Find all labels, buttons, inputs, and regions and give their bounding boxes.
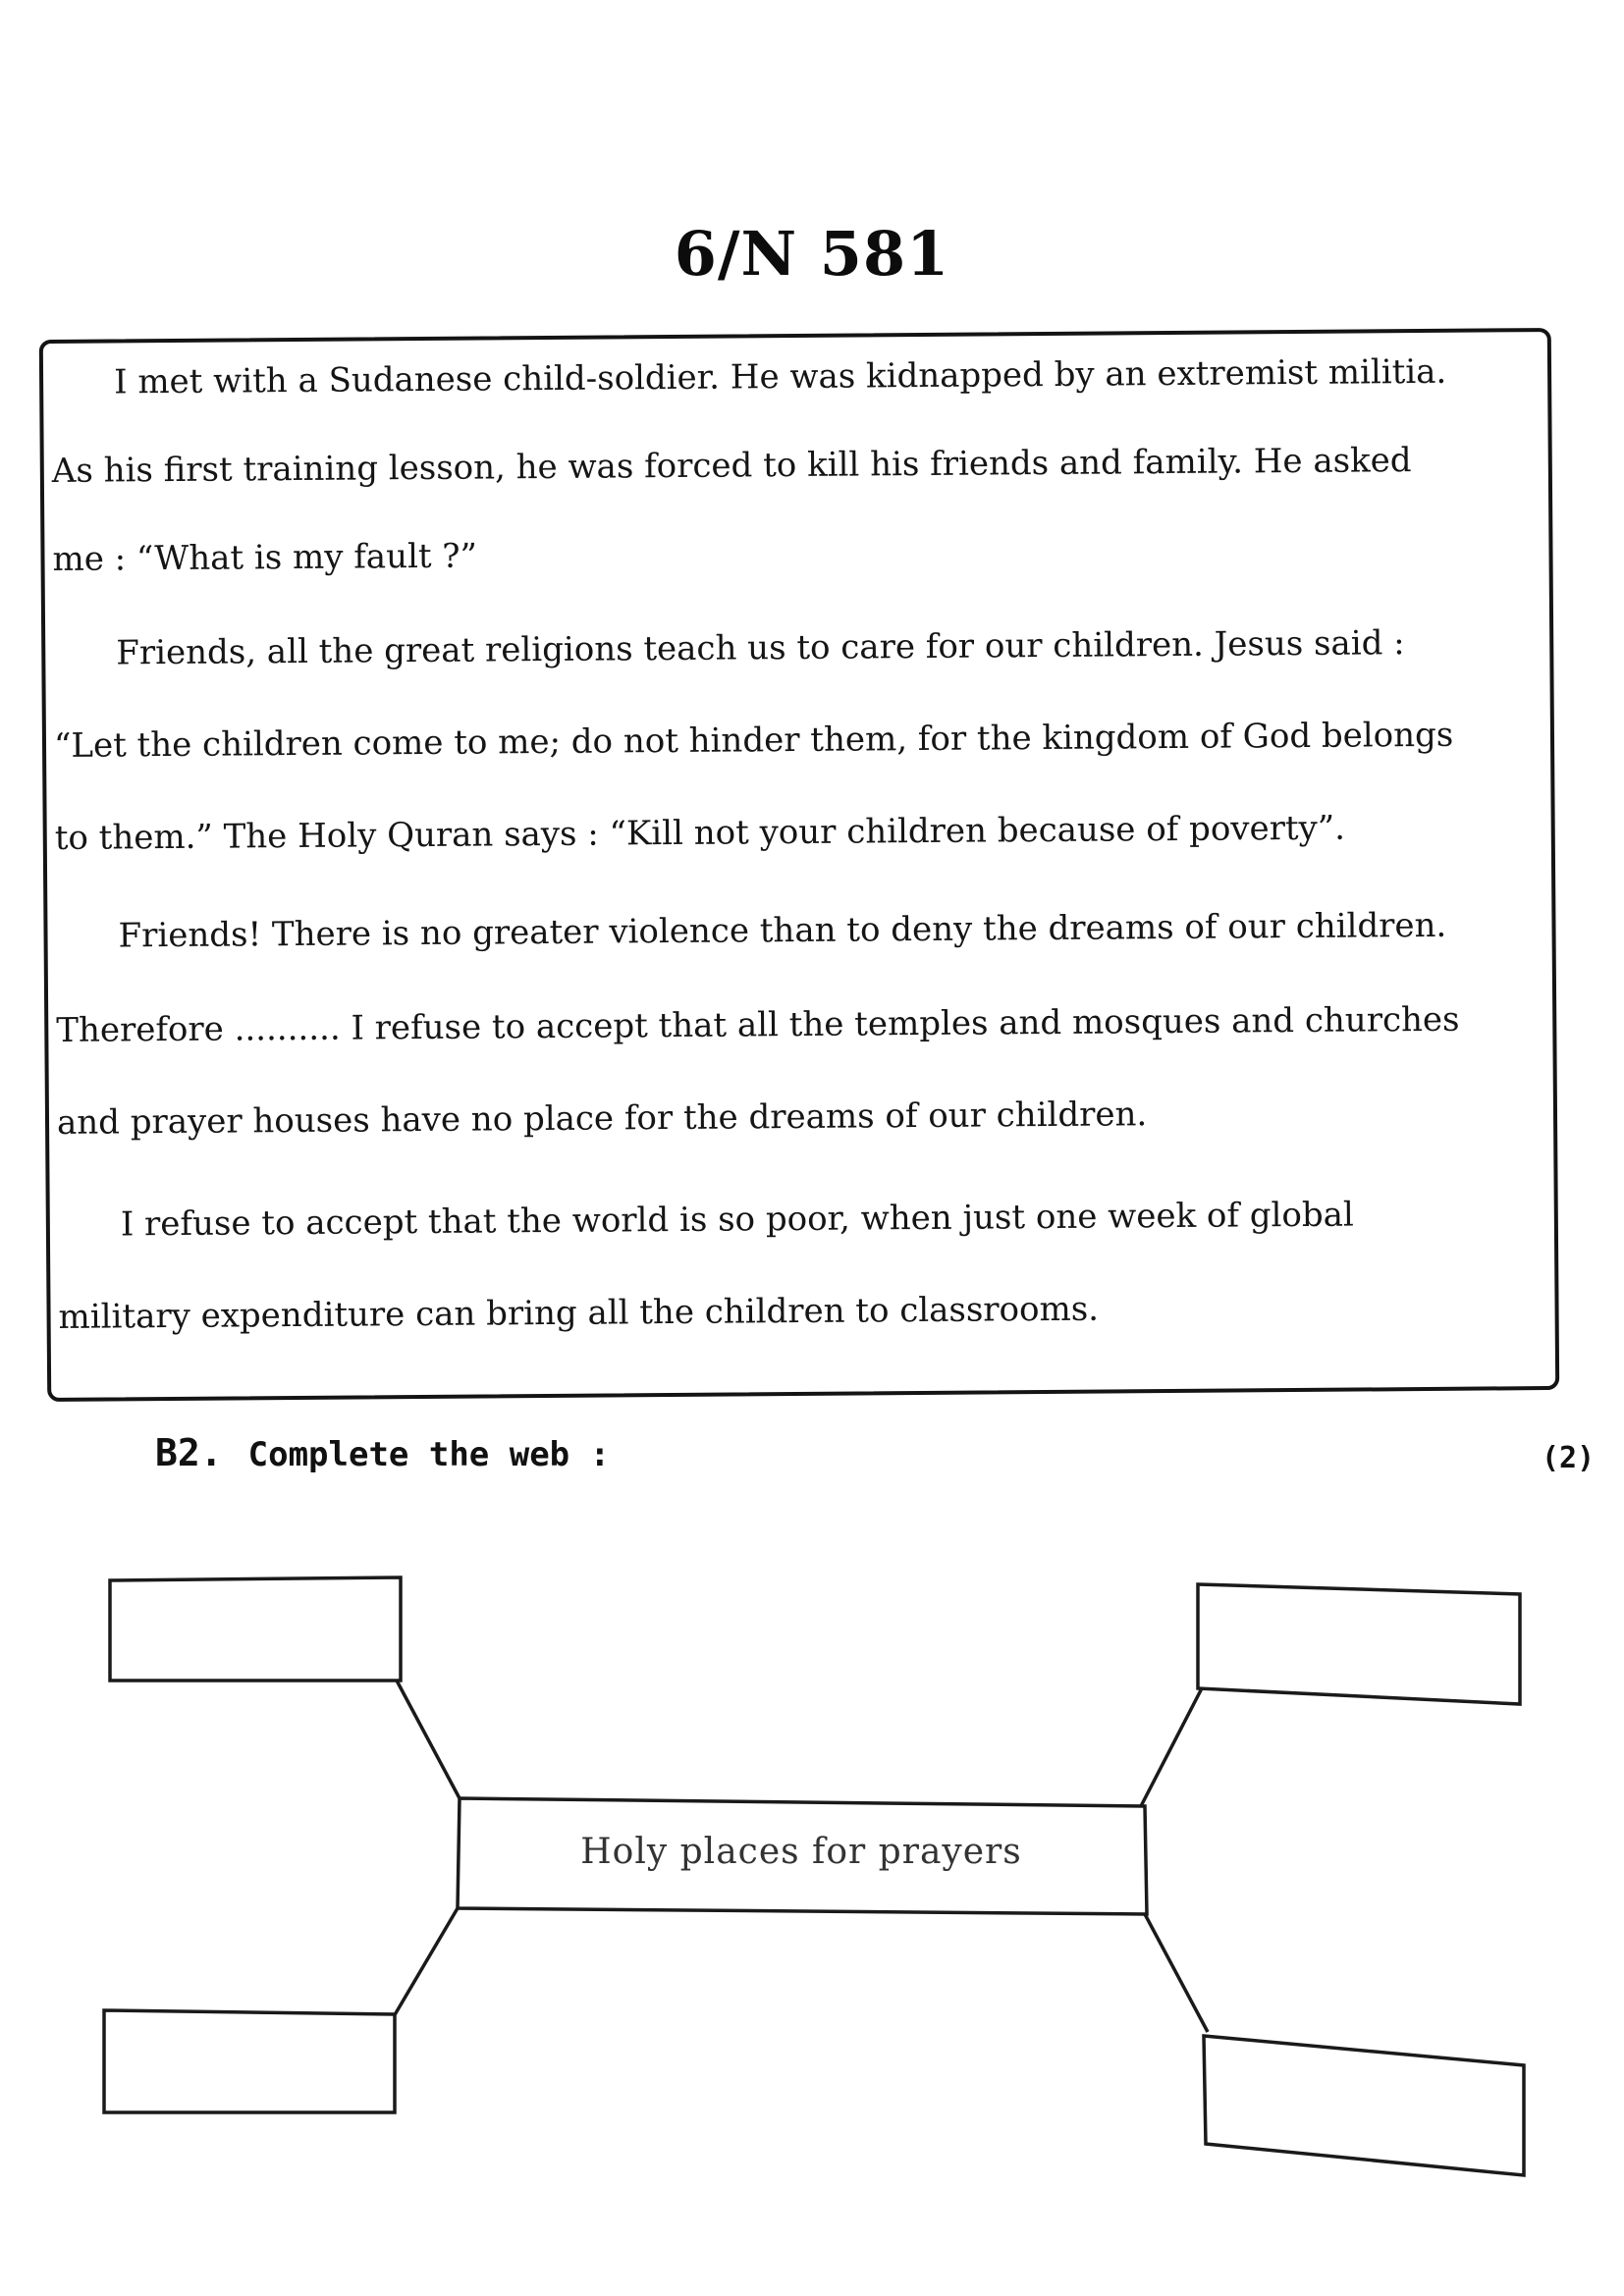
connector-bottom-right (1145, 1914, 1208, 2032)
question-marks: (2) (1542, 1441, 1596, 1475)
passage-line: Friends! There is no greater violence than to deny the dreams of our children. (118, 905, 1447, 956)
passage-line: I met with a Sudanese child-soldier. He was kidnapped by an extremist militia. (113, 351, 1447, 402)
answer-box-top-right[interactable] (1198, 1584, 1520, 1704)
passage-line: me : “What is my fault ?” (52, 536, 478, 579)
center-label: Holy places for prayers (580, 1832, 1022, 1872)
answer-box-bottom-left[interactable] (104, 2010, 395, 2112)
question-number: B2. (155, 1431, 223, 1474)
answer-box-bottom-right[interactable] (1204, 2036, 1524, 2175)
answer-box-top-left[interactable] (110, 1577, 401, 1681)
passage-line: As his first training lesson, he was forced to kill his friends and family. He asked (51, 441, 1412, 491)
passage-line: Therefore .......... I refuse to accept that all the temples and mosques and churches (56, 999, 1460, 1050)
passage-line: to them.” The Holy Quran says : “Kill not your children because of poverty”. (54, 808, 1346, 858)
passage-line: “Let the children come to me; do not hinder them, for the kingdom of God belongs (53, 715, 1454, 766)
question-instruction: Complete the web : (247, 1435, 611, 1474)
page-code: 6/N 581 (674, 218, 950, 290)
connector-top-right (1141, 1686, 1203, 1806)
passage-line: I refuse to accept that the world is so poor, when just one week of global (120, 1195, 1354, 1245)
connector-bottom-left (393, 1908, 458, 2018)
passage-line: and prayer houses have no place for the dreams of our children. (56, 1095, 1148, 1143)
passage-line: Friends, all the great religions teach us to care for our children. Jesus said : (116, 623, 1405, 673)
connector-top-left (397, 1681, 460, 1798)
passage-line: military expenditure can bring all the children to classrooms. (58, 1289, 1100, 1337)
